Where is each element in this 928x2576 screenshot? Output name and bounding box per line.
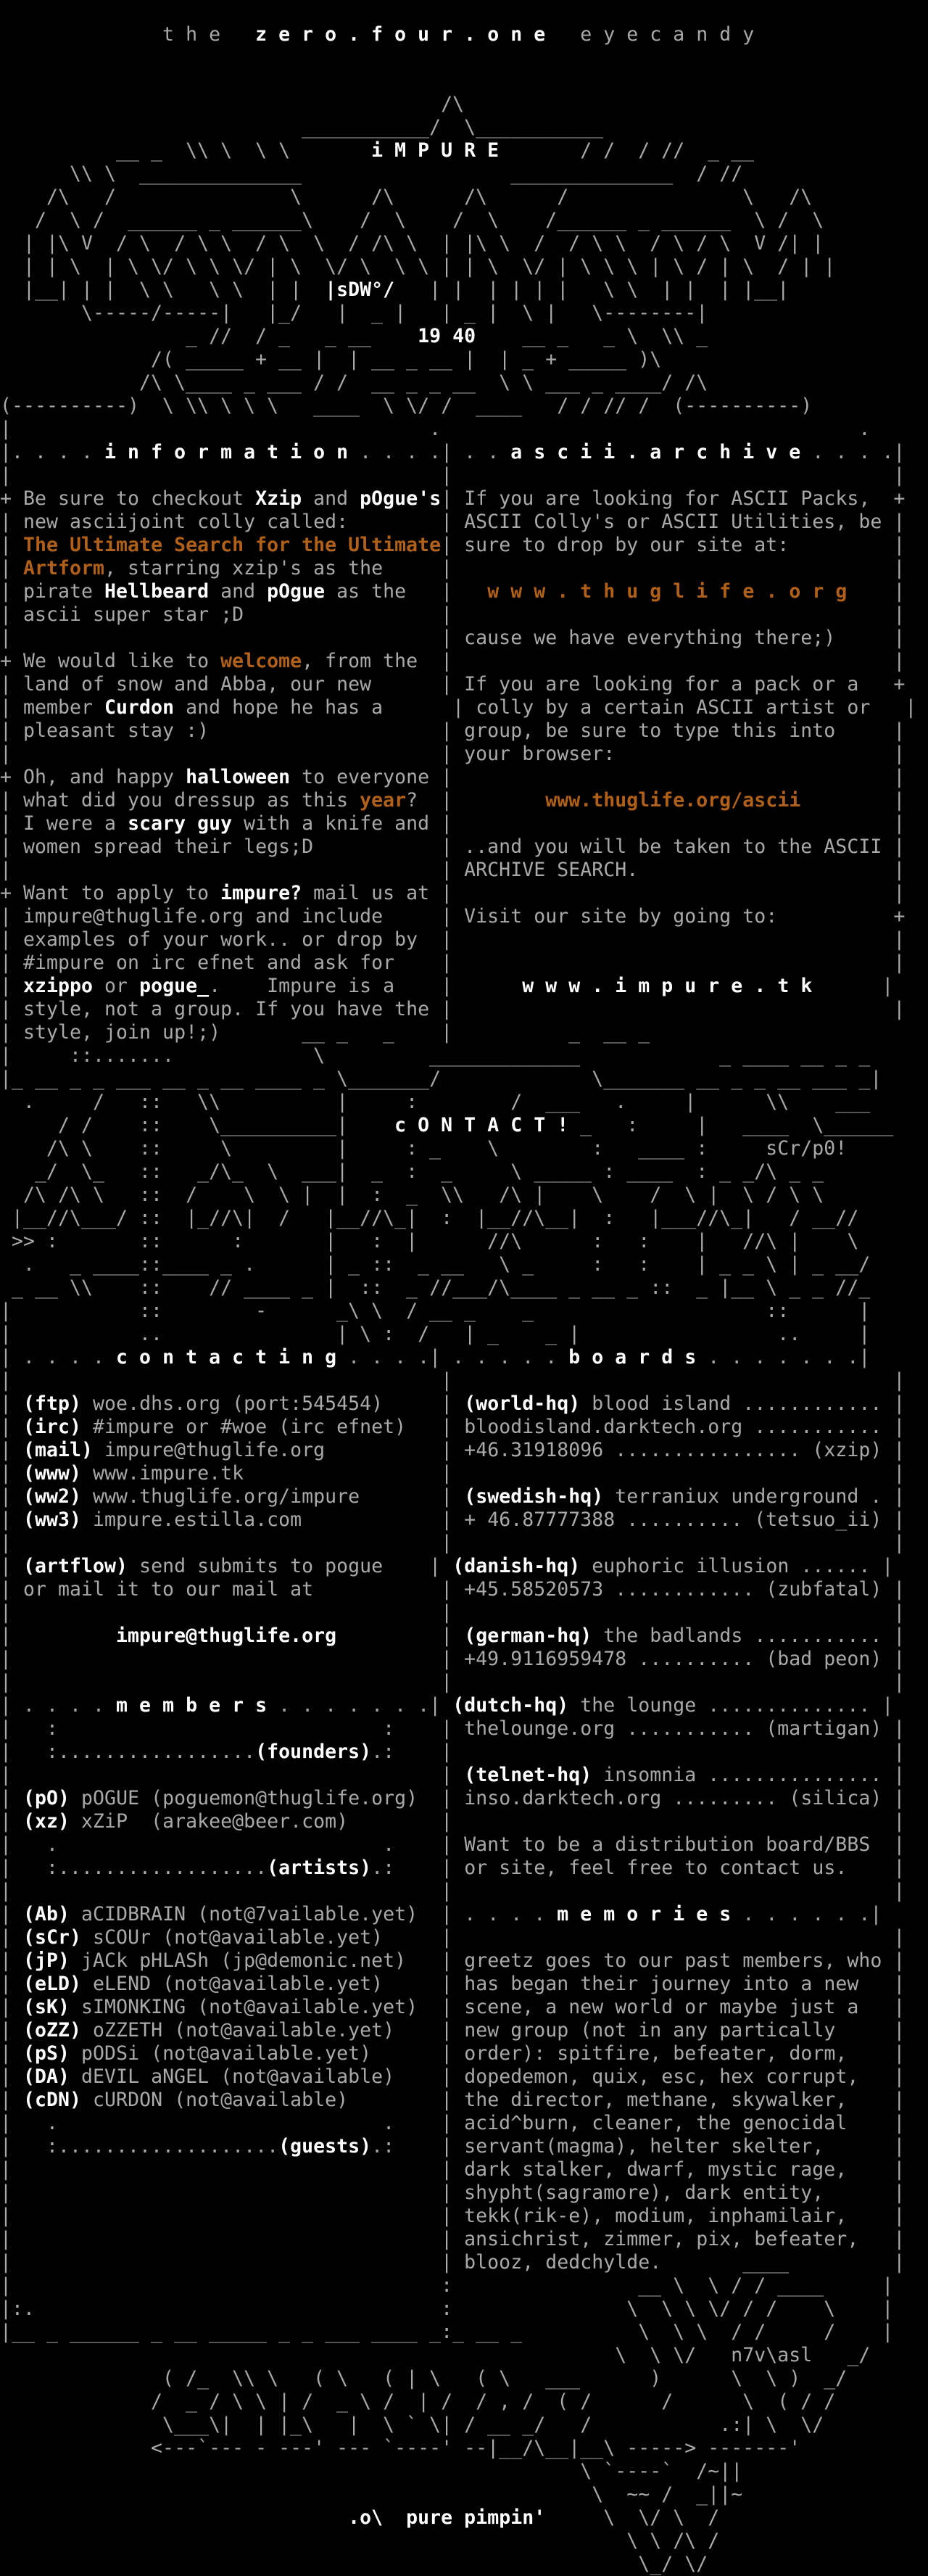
nfo-text-segment: | : : | thelounge.org ........... (martigan) | (0, 1717, 906, 1740)
nfo-text-segment: ? | (406, 789, 546, 812)
nfo-text-segment: | . . | Want to be a distribution board/BBS | (0, 1833, 906, 1856)
nfo-text-segment: (jP) (23, 1949, 70, 1972)
nfo-text-segment: | (0, 1903, 24, 1925)
nfo-text-segment: impure@thuglife.org | +46.31918096 ................ (xzip) | (93, 1439, 906, 1461)
nfo-text-segment: insomnia ............... | (592, 1764, 906, 1786)
nfo-text-segment: | pirate (0, 580, 105, 603)
nfo-text-segment: impure? (220, 882, 302, 904)
nfo-text-segment: | |\ V / \ / \ \ / \ \ / /\ \ | |\ \ / / \ \ / \ / \ V /| | (0, 232, 824, 255)
nfo-text-segment: i M P U R E (371, 139, 500, 162)
nfo-text-segment: _ __ \\ :: // ____ _ | :: _ //___/\____ _ __ _ :: _ |__ \ _ _ //_ (0, 1276, 871, 1299)
nfo-text-segment: + Oh, and happy (0, 766, 186, 788)
nfo-text-segment: | I were a (0, 812, 128, 835)
nfo-text-segment: | (0, 975, 24, 997)
nfo-text-segment: c o n t a c t i n g (116, 1346, 337, 1368)
nfo-text-segment: halloween (186, 766, 291, 788)
nfo-text-segment: Hellbeard (104, 580, 210, 603)
nfo-text-segment: (founders) (255, 1741, 372, 1763)
nfo-text-segment: | :................... (0, 2135, 279, 2158)
nfo-text-segment: | If you are looking for ASCII Packs, + (441, 487, 906, 510)
nfo-text-segment: . . . . . .| (731, 1903, 882, 1925)
nfo-text-segment: mail us at | | (302, 882, 906, 904)
nfo-text-segment: | | | (0, 1671, 906, 1693)
nfo-text-segment: . . . .| . . . . . (336, 1346, 569, 1368)
nfo-text-segment: | | | (0, 1369, 906, 1392)
nfo-text-segment: ___________/ \___________ (0, 116, 604, 139)
nfo-text-segment: | | shypht(sagramore), dark entity, | (0, 2181, 906, 2204)
nfo-text-segment: xZiP (arakee@beer.com) | | (70, 1810, 906, 1833)
nfo-text-segment: (swedish-hq) (464, 1485, 604, 1508)
nfo-text-segment: woe.dhs.org (port:545454) | (81, 1392, 465, 1415)
nfo-text-segment: \ \ /\ / (0, 2530, 720, 2552)
nfo-text-segment: | ::....... \ _____________ _ ____ __ _ _ (0, 1044, 871, 1067)
nfo-text-segment: jACk pHLASh (jp@demonic.net) | greetz goes to our past members, who | (70, 1949, 906, 1972)
nfo-text-segment: (----------) \ \\ \ \ \ ____ \ \/ / ____ / / // / (----------) (0, 395, 813, 417)
nfo-text-segment: with a knife and | | (232, 812, 906, 835)
nfo-text-segment: | (0, 1625, 117, 1647)
nfo-text-segment: | (0, 1462, 24, 1485)
nfo-text-segment: . . . . . . .| (267, 1694, 453, 1717)
nfo-text-segment: | (0, 557, 24, 579)
nfo-text-segment: + Be sure to checkout (0, 487, 256, 510)
nfo-text-segment: .: | | (371, 1741, 906, 1763)
nfo-text-segment: a s c i i . a r c h i v e (510, 441, 801, 463)
nfo-text-segment: impure@thuglife.org (116, 1625, 337, 1647)
nfo-text-segment: Curdon (104, 696, 175, 719)
nfo-text-segment: | (0, 1926, 24, 1949)
nfo-text-segment: | (847, 580, 906, 603)
nfo-text-segment: |. . . . (0, 441, 105, 463)
nfo-text-segment: | land of snow and Abba, our new | If you are looking for a pack or a + (0, 673, 906, 695)
nfo-text-segment: / / :: \__________| (0, 1114, 395, 1136)
nfo-text-segment: (cDN) (23, 2089, 82, 2111)
nfo-text-segment: scary guy (128, 812, 233, 835)
nfo-text-segment: | (0, 2042, 24, 2065)
nfo-text-segment: | . . . . (0, 1694, 117, 1717)
nfo-text-segment: or (93, 975, 140, 997)
nfo-text-segment: | : __ \ \ / / ____ | (0, 2274, 894, 2297)
nfo-text-segment: i n f o r m a t i o n (104, 441, 349, 463)
nfo-text-segment: \ ~~ / _||~ (0, 2483, 743, 2506)
nfo-text-segment: | style, join up!;) __ _ _ | _ __ _ (0, 1021, 650, 1044)
nfo-text-segment: | women spread their legs;D | ..and you will be taken to the ASCII | (0, 835, 906, 858)
nfo-text-segment: impure.estilla.com | + 46.87777388 .......... (tetsuo_ii) | (81, 1508, 906, 1531)
nfo-text-segment: |__//\___/ :: |_//\| / |__//\_| : |__//\__| : |___//\_| / __// (0, 1207, 859, 1229)
nfo-text-segment: | or mail it to our mail at | +45.58520573 ............ (zubfatal) | (0, 1578, 906, 1601)
nfo-text-segment: + We would like to (0, 650, 221, 672)
nfo-text-segment: | (0, 1439, 24, 1461)
nfo-text-segment: | (0, 1787, 24, 1809)
nfo-text-segment: send submits to pogue | (128, 1555, 453, 1577)
nfo-text-segment: . / :: \\ | : / ___ . | \\ ___ (0, 1091, 871, 1113)
nfo-text-segment: pOgue's (360, 487, 442, 510)
nfo-text-segment: _ // / _ _ __ (0, 325, 418, 347)
nfo-text-segment: | :.................. (0, 1857, 268, 1879)
nfo-text-segment: to everyone | | (290, 766, 906, 788)
nfo-text-segment: \ `----` /~|| (0, 2460, 743, 2482)
nfo-text-segment: www.thuglife.org/ascii (545, 789, 801, 812)
nfo-text-segment: |__ _ ______ _ __ _____ _ _ ___ ____ _:_ __ _ \ \ \ / / / | (0, 2321, 894, 2343)
nfo-text-segment: | | +49.9116959478 .......... (bad peon) | (0, 1648, 906, 1670)
contact-banner (0, 1021, 928, 1346)
nfo-text-segment: |__| | | \ \ \ \ | | (0, 278, 326, 301)
nfo-text-segment: m e m o r i e s (557, 1903, 732, 1925)
nfo-text-segment: | | \ | \ \/ \ \ \/ | \ \/ \ \ \ | | \ \/ | \ \ \ | \ / | \ / | | (0, 255, 836, 278)
nfo-text-segment: | (812, 975, 894, 997)
nfo-text-segment: | :: - _\ \ / __ _ _ :: | (0, 1300, 871, 1322)
nfo-text-segment: | | ARCHIVE SEARCH. | (0, 859, 906, 881)
nfo-text-segment: (danish-hq) (452, 1555, 581, 1577)
nfo-text-segment: dEVIL aNGEL (not@available) | dopedemon, quix, esc, hex corrupt, | (70, 2065, 906, 2088)
nfo-text-segment: and (302, 487, 360, 510)
nfo-text-segment: c O N T A C T ! (394, 1114, 569, 1136)
nfo-text-segment: | | | | | | \ \ | | | |__| (394, 278, 790, 301)
masthead (0, 0, 928, 93)
nfo-text-segment: | (336, 1625, 465, 1647)
nfo-text-segment: eLEND (not@available.yet) | has began their journey into a new | (81, 1973, 906, 1995)
nfo-text-segment: | pleasant stay :) | group, be sure to type this into | (0, 719, 906, 742)
nfo-text-segment: (mail) (23, 1439, 94, 1461)
nfo-text-segment: | . . (0, 418, 871, 440)
nfo-text-segment: . . . . . . .| (696, 1346, 871, 1368)
nfo-text-segment: . _ ____::____ _ . | _ :: _ __ \ _ : : | _ _ \ | _ __/ (0, 1253, 871, 1276)
nfo-text-segment: .: | or site, feel free to contact us. | (371, 1857, 906, 1879)
nfo-text-segment: / \ / ______ _ ______\ / \ / \ /______ _ ______ \ / \ (0, 209, 824, 231)
nfo-text-segment: The Ultimate Search for the Ultimate (23, 534, 442, 556)
nfo-text-segment: |:. : \ \ \ \/ / / \ | (0, 2298, 894, 2320)
nfo-text-segment: . . . .| (800, 441, 906, 463)
nfo-text-segment: /\ / \ /\ /\ / \ /\ (0, 186, 813, 208)
nfo-text-segment: welcome (220, 650, 302, 672)
nfo-text-segment: ( /_ \\ \ ( \ ( | \ ( \ ___ ) \ \ ) _/ (0, 2367, 848, 2390)
nfo-text-segment: \-----/-----| |_/ | _ | | _ | \ | \--------| (0, 302, 708, 324)
nfo-text-segment: (sCr) (23, 1926, 82, 1949)
nfo-text-segment: pODSi (not@available.yet) | order): spitfire, befeater, dorm, | (70, 2042, 906, 2065)
nfo-text-segment: sIMONKING (not@available.yet) | scene, a new world or maybe just a | (70, 1996, 906, 2018)
nfo-text-segment: year (360, 789, 407, 812)
nfo-text-segment: (world-hq) (464, 1392, 581, 1415)
nfo-text-segment: . Impure is a | (209, 975, 523, 997)
nfo-text-segment: (irc) (23, 1416, 82, 1438)
nfo-text-segment: and (209, 580, 268, 603)
nfo-text-segment: | (0, 1555, 24, 1577)
nfo-text-segment: | | cause we have everything there;) | (0, 627, 906, 649)
nfo-text-segment: _ : | ____ \______ (568, 1114, 894, 1136)
nfo-text-segment: (Ab) (23, 1903, 70, 1925)
nfo-text-segment: | sure to drop by our site at: | (441, 534, 906, 556)
nfo-text-segment: \ \ \/ n7v\asl _/ (0, 2344, 871, 2366)
nfo-text-segment: w w w . i m p u r e . t k (522, 975, 813, 997)
nfo-text-segment: | | | (0, 1601, 906, 1624)
nfo-text-segment: , starring xzip's as the | | (104, 557, 906, 579)
nfo-text-segment: _/ \_ :: _/\_ \ ___| _ : _ \ _____ : ____ : _ _/\ _ _ (0, 1160, 824, 1183)
nfo-text-segment: . . . .| . . (348, 441, 511, 463)
nfo-text-segment: | (0, 2019, 24, 2042)
nfo-text-segment: | (0, 1949, 24, 1972)
nfo-text-segment: | | dark stalker, dwarf, mystic rage, | (0, 2158, 906, 2181)
nfo-text-segment: | | tekk(rik-e), modium, inphamilair, | (0, 2205, 906, 2227)
nfo-text-segment: (ww3) (23, 1508, 82, 1531)
nfo-text-segment: | | | (0, 1880, 906, 1902)
nfo-text-segment: __ _ _ \ \\ _ (476, 325, 708, 347)
nfo-text-segment: /\ (0, 93, 465, 115)
nfo-text-segment: (dutch-hq) (452, 1694, 569, 1717)
nfo-text-segment: (xz) (23, 1810, 70, 1833)
nfo-text-segment: | (0, 1810, 24, 1833)
nfo-text-segment: | .. | \ : / | _ _ | .. | (0, 1323, 871, 1345)
nfo-text-segment: | (0, 1996, 24, 2018)
nfo-text-segment: / _ / \ \ | / _ \ / | / / , / ( / / \ ( / / (0, 2390, 836, 2413)
nfo-text-segment: |_ __ _ _ ___ __ _ __ ____ _ \_______/ \_______ __ _ _ __ ___ _| (0, 1068, 882, 1090)
nfo-text-segment: | . . . . (0, 1346, 117, 1368)
nfo-text-segment: b o a r d s (568, 1346, 697, 1368)
nfo-text-segment: the lounge .............. | (568, 1694, 894, 1717)
nfo-text-segment: | style, not a group. If you have the | | (0, 998, 906, 1020)
nfo-text-segment: w w w . t h u g l i f e . o r g (487, 580, 848, 603)
nfo-text-segment: terraniux underground . | (603, 1485, 906, 1508)
nfo-text-segment: (ww2) (23, 1485, 82, 1508)
nfo-text-segment: the badlands ........... | (592, 1625, 906, 1647)
nfo-text-segment (0, 2506, 348, 2529)
info-and-archive-columns (0, 418, 928, 1021)
nfo-text-segment: and hope he has a | colly by a certain ASCII artist or | (174, 696, 917, 719)
nfo-text-segment: (guests) (278, 2135, 372, 2158)
nfo-text-segment: cURDON (not@available) | the director, methane, skywalker, | (81, 2089, 906, 2111)
nfo-text-segment: >> : :: : | : | //\ : : | //\ | \ (0, 1230, 859, 1252)
nfo-text-segment: |sDW°/ (325, 278, 395, 301)
nfo-text-segment: | member (0, 696, 105, 719)
nfo-text-segment: /\ \ :: \ | : _ \ : ____ : sCr/p0! (0, 1137, 848, 1160)
nfo-text-segment: / / / // _ __ (499, 139, 755, 162)
nfo-text-segment: | (0, 1392, 24, 1415)
nfo-text-segment: Artform (23, 557, 105, 579)
nfo-text-segment: .o\ pure pimpin' (348, 2506, 546, 2529)
nfo-text-segment: \\ \ ______________ ______________ / // (0, 162, 743, 185)
nfo-text-segment: | | (0, 1764, 465, 1786)
nfo-text-segment: | | | (0, 464, 906, 487)
nfo-text-segment: t h e (0, 23, 256, 46)
nfo-text-segment: oZZETH (not@available.yet) | new group (not in any partically | (81, 2019, 906, 2042)
nfo-text-segment: | impure@thuglife.org and include | Visit our site by going to: + (0, 905, 906, 928)
nfo-text-segment: | | your browser: | (0, 743, 906, 765)
nfo-text-segment: aCIDBRAIN (not@7vailable.yet) | . . . . (70, 1903, 558, 1925)
nfo-text-segment: (pO) (23, 1787, 70, 1809)
nfo-text-segment: + Want to apply to (0, 882, 221, 904)
nfo-text-segment: www.thuglife.org/impure | (81, 1485, 465, 1508)
nfo-text-segment: | | | (0, 1532, 906, 1554)
nfo-text-segment: m e m b e r s (116, 1694, 268, 1717)
nfo-text-segment: #impure or #woe (irc efnet) | bloodisland.darktech.org ........... | (81, 1416, 906, 1438)
nfo-text-segment: , from the | | (302, 650, 906, 672)
nfo-text-segment: .: | servant(magma), helter skelter, | (371, 2135, 906, 2158)
nfo-text-segment: | . . | acid^burn, cleaner, the genocidal | (0, 2112, 906, 2134)
nfo-text-segment: (german-hq) (464, 1625, 592, 1647)
nfo-text-segment: | (0, 2089, 24, 2111)
nfo-text-segment: (DA) (23, 2065, 70, 2088)
nfo-text-segment: (oZZ) (23, 2019, 82, 2042)
nfo-text-segment: as the | (325, 580, 488, 603)
nfo-text-segment: blood island ............ | (580, 1392, 906, 1415)
nfo-text-segment: | (0, 2065, 24, 2088)
nfo-text-segment: euphoric illusion ...... | (580, 1555, 894, 1577)
nfo-text-segment: xzippo (23, 975, 94, 997)
nfo-text-segment: (ftp) (23, 1392, 82, 1415)
nfo-text-segment: | :................. (0, 1741, 256, 1763)
nfo-text-segment: sCOUr (not@available.yet) | | (81, 1926, 906, 1949)
nfo-text-segment: <---`--- - ---' --- `----' --|__/\__|__\ -----> -------' (0, 2437, 801, 2459)
nfo-text-segment: __ _ \\ \ \ \ (0, 139, 372, 162)
nfo-text-segment: Xzip (255, 487, 302, 510)
nfo-text-segment: | (800, 789, 906, 812)
nfo-text-segment: 19 40 (418, 325, 476, 347)
footer-art (0, 2344, 928, 2576)
nfo-text-segment: pogue_ (139, 975, 210, 997)
nfo-text-segment: (www) (23, 1462, 82, 1485)
nfo-text-segment: | (0, 1508, 24, 1531)
nfo-text-segment: | ascii super star ;D | | (0, 603, 906, 626)
contacting-and-boards-columns (0, 1346, 928, 2344)
nfo-text-segment: | (0, 1973, 24, 1995)
nfo-text-segment: e y e c a n d y (545, 23, 755, 46)
nfo-text-segment: | #impure on irc efnet and ask for | | (0, 951, 906, 974)
nfo-text-segment: (artists) (267, 1857, 372, 1879)
nfo-text-segment: (sK) (23, 1996, 70, 2018)
nfo-text-segment: \___\| | |_\ | \ ` \| / __ _/ / .:| \ \/ (0, 2414, 824, 2436)
nfo-text-segment: | what did you dressup as this (0, 789, 360, 812)
impure-logo (0, 93, 928, 418)
nfo-text-segment: (pS) (23, 2042, 70, 2065)
nfo-text-segment: \_/ \/ (0, 2553, 708, 2575)
nfo-text-segment: | | ansichrist, zimmer, pix, befeater, | (0, 2228, 906, 2250)
nfo-text-segment: /\ \____ _ ___ / / __ _ _ __ \ \ ___ _ ____/ /\ (0, 371, 708, 394)
nfo-text-segment: | (0, 534, 24, 556)
nfo-text-segment: (artflow) (23, 1555, 128, 1577)
nfo-text-segment: www.impure.tk | | (81, 1462, 906, 1485)
nfo-text-segment: z e r o . f o u r . o n e (255, 23, 546, 46)
nfo-text-segment: (eLD) (23, 1973, 82, 1995)
nfo-text-segment: | new asciijoint colly called: | ASCII Colly's or ASCII Utilities, be | (0, 511, 906, 533)
nfo-text-segment: | examples of your work.. or drop by | | (0, 928, 906, 951)
nfo-text-segment: \ \/ \ / (545, 2506, 720, 2529)
nfo-text-segment: pOgue (267, 580, 326, 603)
nfo-text-segment: /\ /\ \ :: / \ \ | | : _ \\ /\ | \ / \ | \ / \ \ (0, 1184, 824, 1206)
nfo-text-segment: (telnet-hq) (464, 1764, 592, 1786)
nfo-text-segment: pOGUE (poguemon@thuglife.org) | inso.darktech.org ......... (silica) | (70, 1787, 906, 1809)
nfo-text-segment: | | blooz, dedchylde. ____ | (0, 2251, 906, 2274)
nfo-text-segment: | (0, 1485, 24, 1508)
nfo-text-segment: /( _____ + __ | | __ _ __ | | _ + _____ )\ (0, 348, 662, 371)
nfo-text-segment: | (0, 1416, 24, 1438)
